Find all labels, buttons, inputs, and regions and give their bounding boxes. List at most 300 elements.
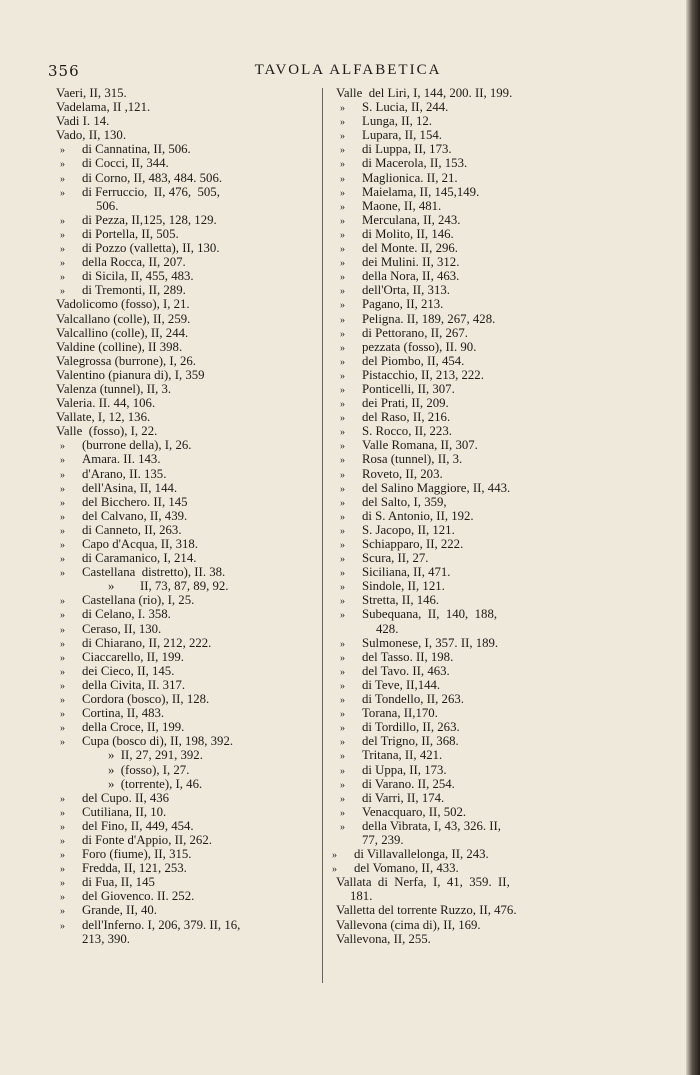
index-entry-text: dei Prati, II, 209.: [362, 396, 449, 411]
index-entry-text: di Canneto, II, 263.: [82, 522, 182, 537]
ditto-mark: »: [60, 173, 65, 185]
index-entry-text: del Trigno, II, 368.: [362, 734, 459, 749]
ditto-mark: »: [332, 850, 337, 862]
index-entry-text: 213, 390.: [82, 931, 130, 946]
index-entry-text: Grande, II, 40.: [82, 903, 157, 918]
index-entry-text: Subequana, II, 140, 188,: [362, 607, 498, 622]
index-entry-text: di Uppa, II, 173.: [362, 762, 447, 777]
index-entry-text: di Molito, II, 146.: [362, 226, 454, 241]
index-entry: [336, 692, 636, 706]
index-entry: [56, 467, 314, 481]
ditto-mark: »: [340, 610, 345, 622]
index-entry-text: di Sicila, II, 455, 483.: [82, 269, 194, 284]
index-entry-text: » (fosso), I, 27.: [108, 762, 190, 777]
ditto-mark: »: [340, 807, 345, 819]
ditto-mark: »: [340, 145, 345, 157]
ditto-mark: »: [60, 258, 65, 270]
index-entry: [56, 269, 314, 283]
ditto-mark: »: [60, 441, 65, 453]
index-entry: [56, 692, 314, 706]
index-entry-text: Schiapparo, II, 222.: [362, 537, 464, 551]
index-entry: [336, 889, 636, 903]
index-entry-text: Stretta, II, 146.: [362, 593, 440, 608]
ditto-mark: »: [60, 455, 65, 467]
ditto-mark: »: [60, 215, 65, 227]
index-entry: [336, 748, 636, 762]
ditto-mark: »: [340, 300, 345, 312]
index-entry-text: Vadelama, II ,121.: [56, 100, 151, 115]
index-entry: [336, 382, 636, 396]
ditto-mark: »: [60, 906, 65, 918]
index-entry: [56, 213, 314, 227]
ditto-mark: »: [340, 215, 345, 227]
index-entry-text: S. Jacopo, II, 121.: [362, 522, 455, 537]
index-entry: [56, 312, 314, 326]
ditto-mark: »: [60, 554, 65, 566]
index-entry: [336, 495, 636, 509]
ditto-mark: »: [60, 680, 65, 692]
index-entry-text: Vallevona (cima di), II, 169.: [336, 917, 481, 932]
index-entry: [56, 607, 314, 621]
index-entry-text: di Pozzo (valletta), II, 130.: [82, 241, 220, 256]
ditto-mark: »: [340, 511, 345, 523]
index-entry-text: Lupara, II, 154.: [362, 128, 442, 143]
index-entry: [336, 396, 636, 410]
index-entry-text: del Salto, I, 359,: [362, 494, 447, 509]
ditto-mark: »: [60, 229, 65, 241]
index-entry: [56, 410, 314, 424]
index-entry-text: Valle Romana, II, 307.: [362, 438, 478, 453]
index-entry-text: Valeria. II. 44, 106.: [56, 396, 156, 411]
index-entry-text: S. Rocco, II, 223.: [362, 424, 452, 439]
index-entry-text: Capo d'Acqua, II, 318.: [82, 537, 199, 551]
index-entry: [56, 664, 314, 678]
index-entry: [336, 142, 636, 156]
index-entry: [336, 467, 636, 481]
index-entry: [56, 241, 314, 255]
index-entry: [336, 593, 636, 607]
ditto-mark: »: [60, 145, 65, 157]
index-entry: [56, 875, 314, 889]
index-entry: [56, 340, 314, 354]
index-column-left: [56, 86, 314, 946]
index-entry-text: del Piombo, II, 454.: [362, 353, 465, 368]
ditto-mark: »: [340, 680, 345, 692]
index-entry: [56, 509, 314, 523]
index-entry-text: Fredda, II, 121, 253.: [82, 861, 187, 876]
index-entry-text: del Fino, II, 449, 454.: [82, 818, 194, 833]
index-entry: [336, 622, 636, 636]
index-entry: [56, 255, 314, 269]
index-entry-text: della Croce, II, 199.: [82, 720, 185, 735]
index-entry: [336, 283, 636, 297]
index-entry: [336, 706, 636, 720]
index-entry: [56, 382, 314, 396]
index-entry-text: Cordora (bosco), II, 128.: [82, 692, 210, 707]
index-entry: [336, 565, 636, 579]
index-entry-text: del Vomano, II, 433.: [354, 861, 459, 876]
ditto-mark: »: [340, 582, 345, 594]
index-entry: [336, 791, 636, 805]
index-entry: [56, 918, 314, 932]
index-entry: [56, 185, 314, 199]
index-entry: [336, 114, 636, 128]
ditto-mark: »: [340, 540, 345, 551]
index-entry: [56, 326, 314, 340]
index-entry: [336, 763, 636, 777]
index-entry: [56, 622, 314, 636]
ditto-mark: »: [340, 469, 345, 481]
ditto-mark: »: [60, 540, 65, 551]
ditto-mark: »: [60, 737, 65, 749]
ditto-mark: »: [340, 131, 345, 143]
index-entry-text: di Ferruccio, II, 476, 505,: [82, 184, 220, 199]
index-entry-text: di Villavallelonga, II, 243.: [354, 847, 489, 862]
index-entry-text: Foro (fiume), II, 315.: [82, 847, 192, 862]
index-entry-text: Valdine (colline), II 398.: [56, 339, 183, 354]
index-entry: [56, 861, 314, 875]
index-entry-text: di Pezza, II,125, 128, 129.: [82, 212, 217, 227]
ditto-mark: »: [340, 554, 345, 566]
index-entry: [336, 537, 636, 551]
ditto-mark: »: [340, 638, 345, 650]
index-entry-text: di Fua, II, 145: [82, 875, 155, 890]
index-entry-text: di S. Antonio, II, 192.: [362, 508, 474, 523]
index-entry: [56, 678, 314, 692]
index-entry-text: Cutiliana, II, 10.: [82, 804, 167, 819]
index-entry-text: di Celano, I. 358.: [82, 607, 171, 622]
index-entry-text: Siciliana, II, 471.: [362, 565, 451, 580]
ditto-mark: »: [340, 723, 345, 735]
index-entry-text: Maielama, II, 145,149.: [362, 184, 480, 199]
page-number: 356: [48, 62, 80, 80]
index-entry: [336, 326, 636, 340]
ditto-mark: »: [340, 666, 345, 678]
index-entry: [56, 537, 314, 551]
index-entry-text: Rosa (tunnel), II, 3.: [362, 452, 463, 467]
ditto-mark: »: [60, 511, 65, 523]
index-entry-text: della Vibrata, I, 43, 326. II,: [362, 818, 502, 833]
index-entry-text: Peligna. II, 189, 267, 428.: [362, 311, 496, 326]
index-entry: [56, 424, 314, 438]
ditto-mark: »: [60, 793, 65, 805]
index-entry-text: d'Arano, II. 135.: [82, 466, 167, 481]
index-entry-text: » II, 27, 291, 392.: [108, 748, 203, 763]
index-entry-text: di Chiarano, II, 212, 222.: [82, 635, 212, 650]
ditto-mark: »: [60, 187, 65, 199]
index-entry-text: Ciaccarello, II, 199.: [82, 649, 184, 664]
index-entry-text: di Corno, II, 483, 484. 506.: [82, 170, 223, 185]
index-entry-text: del Giovenco. II. 252.: [82, 889, 195, 904]
ditto-mark: »: [340, 187, 345, 199]
index-entry: [56, 833, 314, 847]
ditto-mark: »: [340, 314, 345, 326]
ditto-mark: »: [60, 850, 65, 862]
index-entry-text: » (torrente), I, 46.: [108, 776, 203, 791]
index-entry-text: dei Cieco, II, 145.: [82, 663, 175, 678]
index-entry: [336, 509, 636, 523]
index-entry: [336, 452, 636, 466]
index-entry-text: Vaeri, II, 315.: [56, 86, 127, 100]
index-entry: [336, 650, 636, 664]
ditto-mark: »: [340, 272, 345, 284]
ditto-mark: »: [340, 229, 345, 241]
ditto-mark: »: [332, 864, 337, 876]
index-entry: [56, 706, 314, 720]
ditto-mark: »: [340, 737, 345, 749]
index-entry: [336, 424, 636, 438]
index-entry: [56, 199, 314, 213]
index-entry: [56, 156, 314, 170]
index-entry-text: di Macerola, II, 153.: [362, 156, 468, 171]
index-entry-text: 181.: [350, 889, 373, 904]
ditto-mark: »: [340, 117, 345, 129]
ditto-mark: »: [340, 441, 345, 453]
index-entry: [336, 777, 636, 791]
index-entry-text: Vadi I. 14.: [56, 114, 110, 129]
index-entry-text: del Monte. II, 296.: [362, 241, 458, 256]
index-entry: [56, 565, 314, 579]
index-entry: [56, 791, 314, 805]
index-entry: [336, 86, 636, 100]
index-entry-text: Valle del Liri, I, 144, 200. II, 199.: [336, 86, 513, 100]
index-entry-text: Ceraso, II, 130.: [82, 621, 162, 636]
ditto-mark: »: [60, 497, 65, 509]
ditto-mark: »: [340, 821, 345, 833]
index-entry-text: Ponticelli, II, 307.: [362, 381, 455, 396]
ditto-mark: »: [60, 864, 65, 876]
index-entry-text: del Raso, II, 216.: [362, 410, 451, 425]
index-entry: [336, 340, 636, 354]
ditto-mark: »: [60, 821, 65, 833]
ditto-mark: »: [60, 525, 65, 537]
index-entry-text: dell'Orta, II, 313.: [362, 283, 450, 298]
index-entry-text: Vallata di Nerfa, I, 41, 359. II,: [336, 875, 510, 890]
ditto-mark: »: [60, 723, 65, 735]
ditto-mark: »: [340, 342, 345, 354]
ditto-mark: »: [340, 399, 345, 411]
ditto-mark: »: [340, 159, 345, 171]
index-entry-text: Roveto, II, 203.: [362, 466, 443, 481]
ditto-mark: »: [60, 568, 65, 580]
index-entry-text: della Rocca, II, 207.: [82, 255, 186, 270]
index-entry: [336, 410, 636, 424]
index-entry-text: del Salino Maggiore, II, 443.: [362, 480, 511, 495]
index-entry: [56, 777, 314, 791]
index-entry-text: di Varri, II, 174.: [362, 790, 445, 805]
index-entry: [336, 368, 636, 382]
index-entry-text: Maone, II, 481.: [362, 198, 442, 213]
index-entry-text: di Teve, II,144.: [362, 677, 441, 692]
index-entry: [56, 354, 314, 368]
index-entry: [336, 875, 636, 889]
ditto-mark: »: [60, 610, 65, 622]
ditto-mark: »: [340, 483, 345, 495]
ditto-mark: »: [340, 328, 345, 340]
index-entry-text: della Nora, II, 463.: [362, 269, 460, 284]
index-entry: [336, 269, 636, 283]
index-entry: [56, 748, 314, 762]
index-entry: [56, 636, 314, 650]
index-entry: [56, 142, 314, 156]
index-entry: [56, 481, 314, 495]
index-entry-text: di Varano. II, 254.: [362, 776, 455, 791]
index-entry: [56, 171, 314, 185]
index-entry-text: Sulmonese, I, 357. II, 189.: [362, 635, 499, 650]
ditto-mark: »: [60, 807, 65, 819]
index-entry-text: 506.: [96, 198, 119, 213]
ditto-mark: »: [340, 765, 345, 777]
index-entry: [56, 734, 314, 748]
index-entry: [336, 354, 636, 368]
index-entry: [336, 128, 636, 142]
index-entry-text: Maglionica. II, 21.: [362, 170, 458, 185]
index-entry: [336, 819, 636, 833]
index-entry-text: dell'Asina, II, 144.: [82, 480, 178, 495]
ditto-mark: »: [340, 370, 345, 382]
ditto-mark: »: [340, 695, 345, 707]
index-entry-text: S. Lucia, II, 244.: [362, 100, 449, 115]
index-entry: [56, 932, 314, 946]
ditto-mark: »: [60, 835, 65, 847]
index-entry: [56, 903, 314, 917]
index-entry: [56, 523, 314, 537]
index-entry-text: del Cupo. II, 436: [82, 790, 170, 805]
index-entry: [56, 86, 314, 100]
index-entry: [56, 551, 314, 565]
ditto-mark: »: [60, 469, 65, 481]
ditto-mark: »: [60, 244, 65, 256]
index-entry: [336, 241, 636, 255]
index-entry-text: Vallate, I, 12, 136.: [56, 410, 151, 425]
index-entry: [336, 734, 636, 748]
index-entry: [336, 932, 636, 946]
ditto-mark: »: [340, 497, 345, 509]
ditto-mark: »: [340, 258, 345, 270]
index-entry-text: del Bicchero. II, 145: [82, 494, 188, 509]
index-entry: [336, 523, 636, 537]
index-entry-text: di Caramanico, I, 214.: [82, 551, 197, 566]
ditto-mark: »: [340, 356, 345, 368]
index-entry: [336, 551, 636, 565]
ditto-mark: »: [60, 638, 65, 650]
index-entry: [56, 650, 314, 664]
index-entry-text: Sindole, II, 121.: [362, 579, 445, 594]
index-entry-text: di Tordillo, II, 263.: [362, 720, 460, 735]
ditto-mark: »: [340, 652, 345, 664]
index-entry: [336, 903, 636, 917]
index-entry: [56, 114, 314, 128]
index-entry: [336, 185, 636, 199]
ditto-mark: »: [340, 455, 345, 467]
index-entry: [336, 171, 636, 185]
index-entry: [56, 720, 314, 734]
index-entry-text: Pagano, II, 213.: [362, 297, 444, 312]
index-entry-text: del Tavo. II, 463.: [362, 663, 450, 678]
running-title: TAVOLA ALFABETICA: [254, 62, 442, 78]
index-entry-text: di Cocci, II, 344.: [82, 156, 169, 171]
index-entry: [336, 805, 636, 819]
index-entry-text: Lunga, II, 12.: [362, 114, 433, 129]
ditto-mark: »: [60, 652, 65, 664]
index-entry-text: (burrone della), I, 26.: [82, 438, 192, 453]
index-entry: [336, 156, 636, 170]
index-entry: [56, 297, 314, 311]
index-entry: [332, 847, 636, 862]
index-entry: [56, 763, 314, 777]
ditto-mark: »: [340, 793, 345, 805]
index-entry: [336, 918, 636, 932]
index-entry: [56, 227, 314, 241]
index-entry: [336, 607, 636, 621]
index-entry-text: Scura, II, 27.: [362, 551, 429, 566]
index-entry-text: di Tremonti, II, 289.: [82, 283, 186, 298]
index-entry-text: della Civita, II. 317.: [82, 677, 186, 692]
index-entry: [336, 636, 636, 650]
index-entry-text: del Tasso. II, 198.: [362, 649, 454, 664]
index-entry-text: di Portella, II, 505.: [82, 226, 179, 241]
index-entry: [56, 452, 314, 466]
index-entry: [332, 861, 636, 876]
index-entry-text: di Tondello, II, 263.: [362, 692, 464, 707]
index-entry-text: Torana, II,170.: [362, 706, 438, 721]
index-entry: [56, 100, 314, 114]
ditto-mark: »: [60, 695, 65, 707]
index-entry: [336, 213, 636, 227]
index-entry: [56, 819, 314, 833]
ditto-mark: »: [340, 103, 345, 115]
index-entry: [336, 100, 636, 114]
index-entry-text: Valcallino (colle), II, 244.: [56, 325, 189, 340]
index-entry-text: Pistacchio, II, 213, 222.: [362, 367, 484, 382]
ditto-mark: »: [340, 779, 345, 791]
index-entry: [56, 495, 314, 509]
index-entry-text: Valenza (tunnel), II, 3.: [56, 381, 172, 396]
index-entry-text: dell'Inferno. I, 206, 379. II, 16,: [82, 917, 241, 932]
ditto-mark: »: [340, 596, 345, 608]
index-entry: [336, 720, 636, 734]
index-entry: [56, 889, 314, 903]
column-divider: [322, 88, 323, 983]
index-entry-text: Venacquaro, II, 502.: [362, 804, 467, 819]
ditto-mark: »: [60, 272, 65, 284]
index-entry: [56, 368, 314, 382]
ditto-mark: »: [60, 483, 65, 495]
index-entry-text: Tritana, II, 421.: [362, 748, 443, 763]
index-entry: [56, 805, 314, 819]
ditto-mark: »: [60, 286, 65, 298]
index-entry-text: Vadolicomo (fosso), I, 21.: [56, 297, 190, 312]
index-entry-text: di Luppa, II, 173.: [362, 142, 452, 157]
index-entry: [336, 312, 636, 326]
index-entry: [336, 255, 636, 269]
index-entry-text: Cupa (bosco di), II, 198, 392.: [82, 734, 234, 749]
index-entry-text: Vallevona, II, 255.: [336, 931, 431, 946]
index-entry: [336, 297, 636, 311]
ditto-mark: »: [60, 159, 65, 171]
index-entry: [56, 438, 314, 452]
index-entry: [336, 481, 636, 495]
index-entry-text: Valentino (pianura di), I, 359: [56, 367, 205, 382]
index-entry-text: Amara. II. 143.: [82, 452, 161, 467]
index-entry: [336, 579, 636, 593]
ditto-mark: »: [60, 892, 65, 904]
index-entry-text: di Cannatina, II, 506.: [82, 142, 191, 157]
ditto-mark: »: [340, 413, 345, 425]
index-entry: [56, 128, 314, 142]
index-entry-text: Valle (fosso), I, 22.: [56, 424, 158, 439]
page-binding-edge: [686, 0, 700, 1075]
